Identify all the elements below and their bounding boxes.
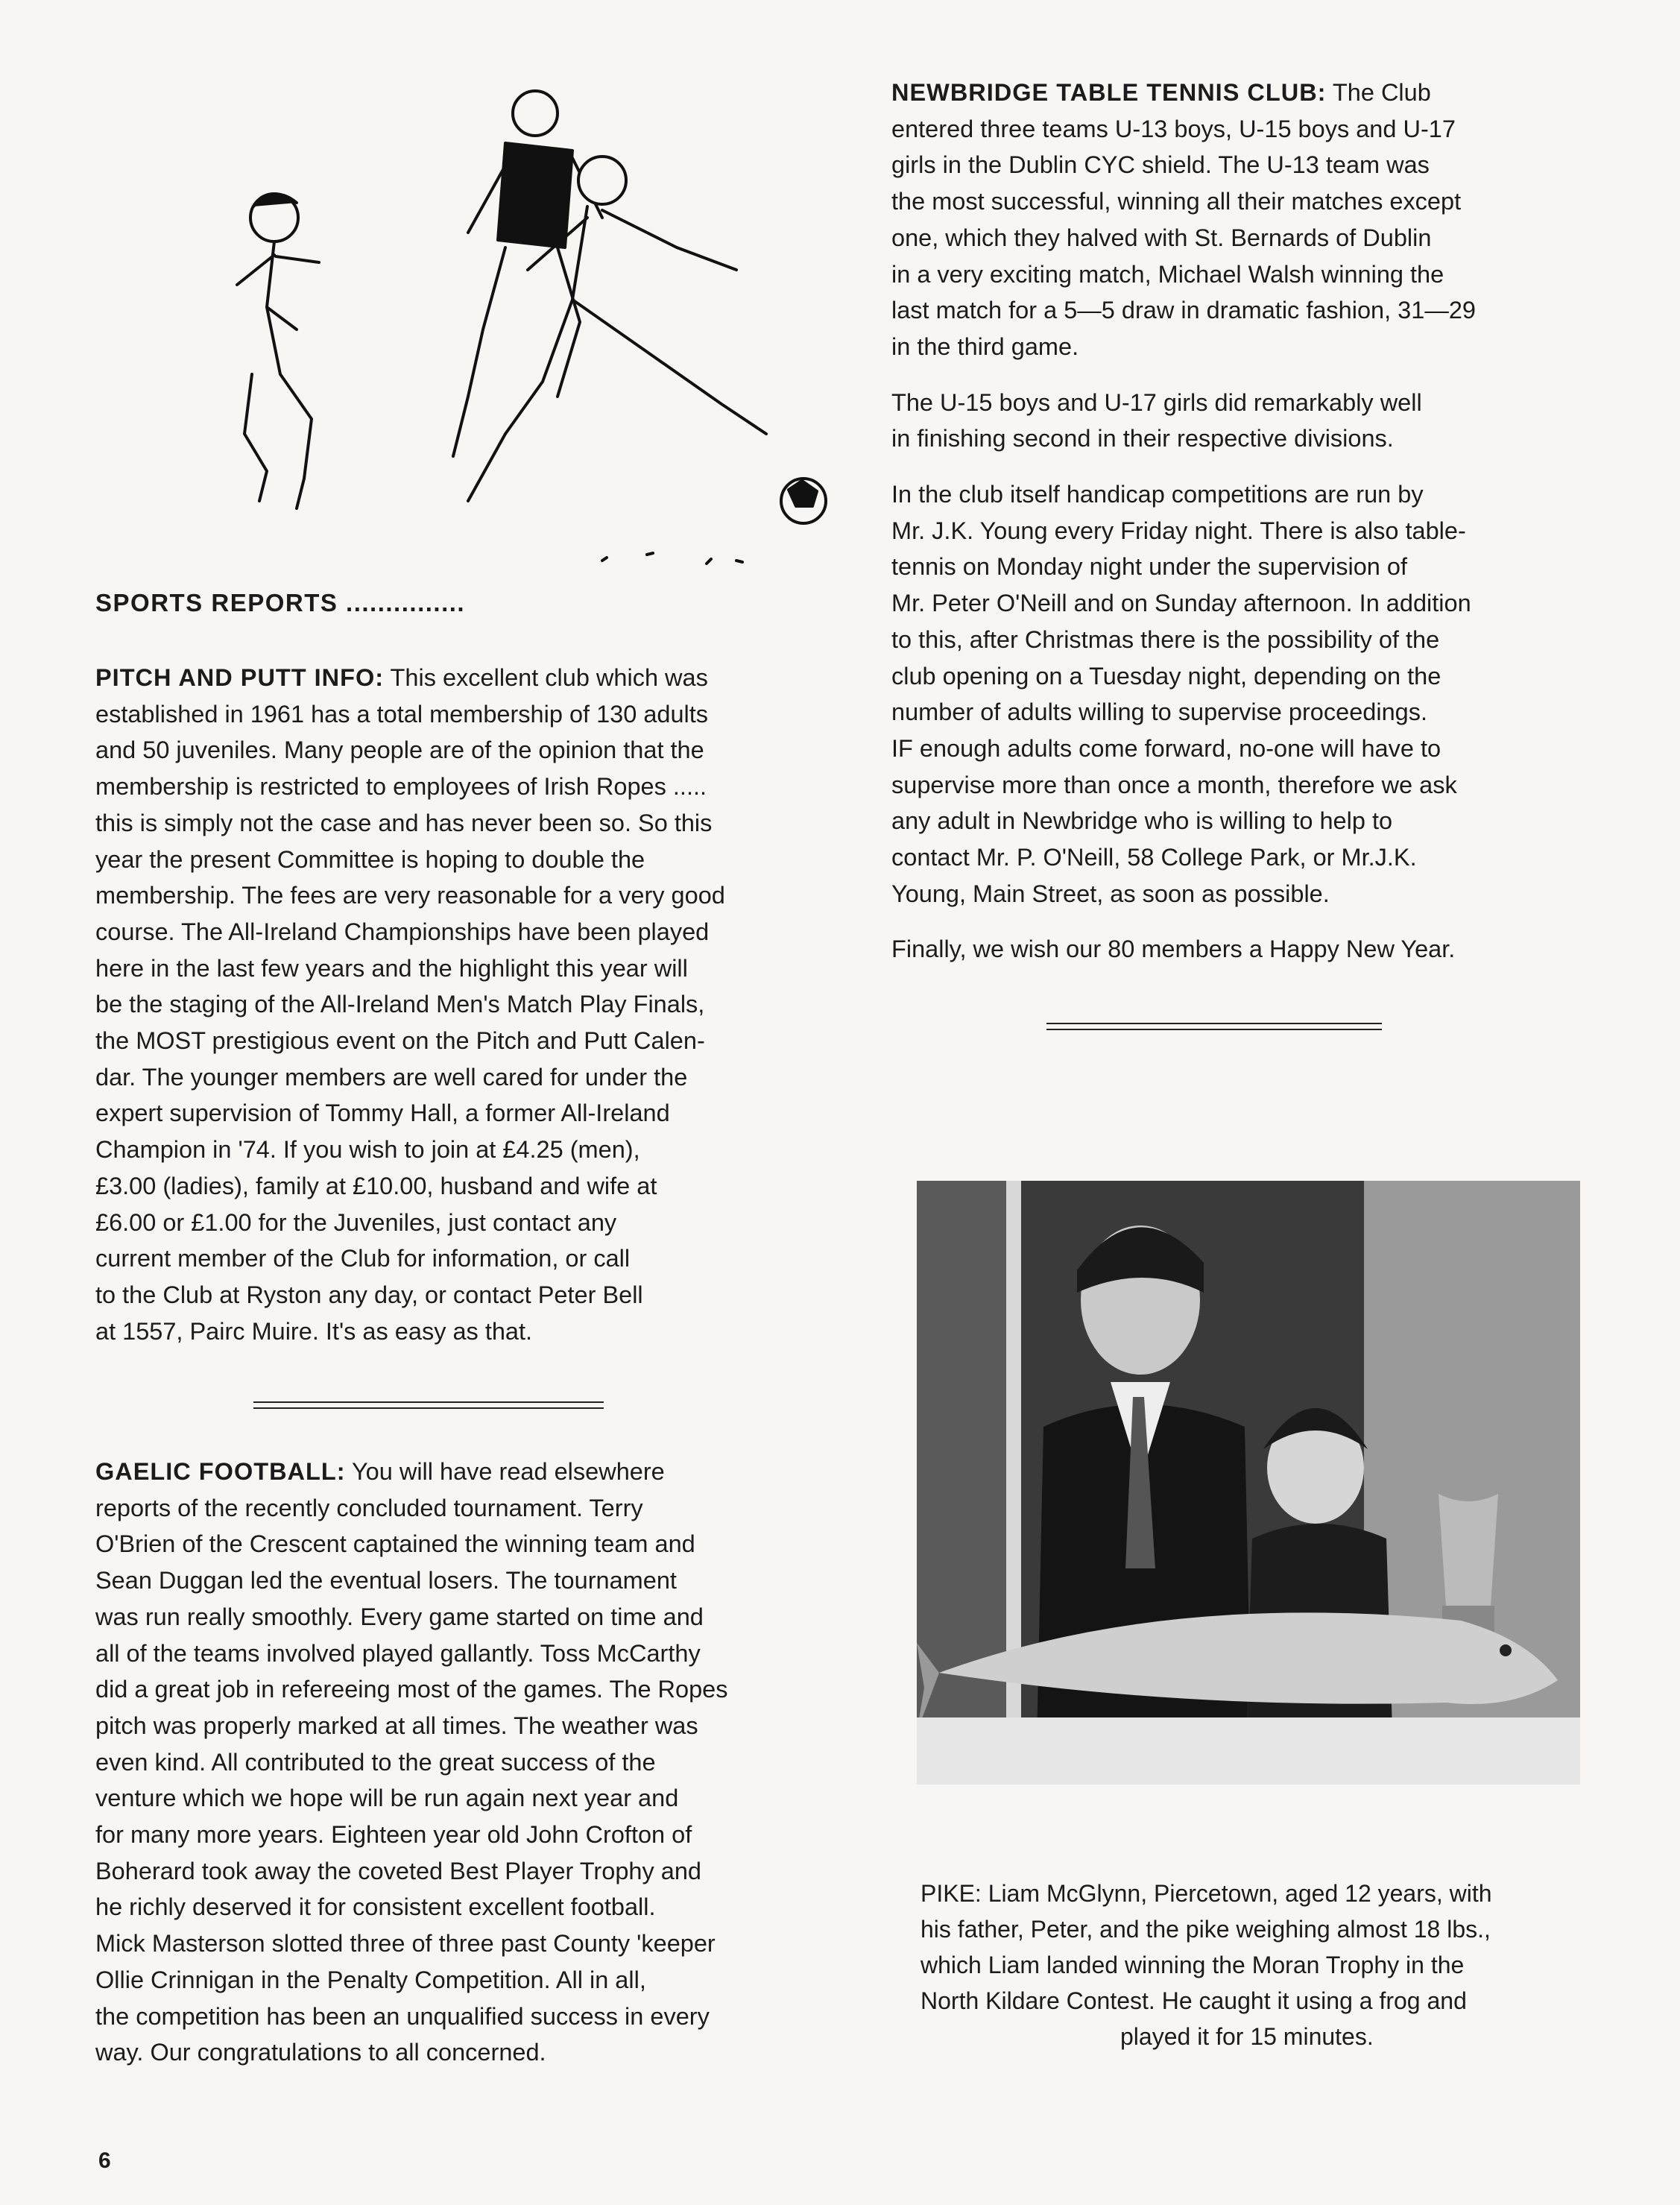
- article-line: The Club: [1326, 79, 1431, 106]
- article-line: Boherard took away the coveted Best Player Trophy and: [95, 1857, 701, 1884]
- article-line: last match for a 5—5 draw in dramatic fashion, 31—29: [891, 297, 1476, 324]
- article-line: Mr. J.K. Young every Friday night. There is also table-: [891, 517, 1466, 544]
- article-line: Mick Masterson slotted three of three past County 'keeper: [95, 1930, 716, 1958]
- article-line: Young, Main Street, as soon as possible.: [891, 880, 1330, 907]
- article-line: expert supervision of Tommy Hall, a former All-Ireland: [95, 1100, 670, 1127]
- article-line: contact Mr. P. O'Neill, 58 College Park, or Mr.J.K.: [891, 844, 1417, 871]
- article-line: club opening on a Tuesday night, depending on the: [891, 662, 1441, 690]
- gaelic-football-article: [95, 1454, 848, 2071]
- caption-line: played it for 15 minutes.: [1120, 2023, 1374, 2050]
- article-line: IF enough adults come forward, no-one will have to: [891, 734, 1441, 762]
- section-divider: [1046, 1023, 1382, 1030]
- caption-line: his father, Peter, and the pike weighing almost 18 lbs.,: [920, 1916, 1491, 1943]
- article-line: entered three teams U-13 boys, U-15 boys and U-17: [891, 115, 1456, 142]
- article-line: Ollie Crinnigan in the Penalty Competition. All in all,: [95, 1966, 646, 1993]
- footballers-illustration: [185, 83, 833, 583]
- article-line: tennis on Monday night under the supervision of: [891, 553, 1407, 581]
- article-line: one, which they halved with St. Bernards of Dublin: [891, 224, 1432, 251]
- article-line: way. Our congratulations to all concerned.: [95, 2039, 546, 2066]
- article-line: membership. The fees are very reasonable for a very good: [95, 882, 725, 909]
- article-line: The U-15 boys and U-17 girls did remarkably well: [891, 388, 1422, 416]
- article-line: You will have read elsewhere: [345, 1458, 665, 1485]
- article-line: in a very exciting match, Michael Walsh winning the: [891, 260, 1444, 288]
- article-line: at 1557, Pairc Muire. It's as easy as that.: [95, 1317, 533, 1345]
- article-line: reports of the recently concluded tournament. Terry: [95, 1494, 643, 1521]
- article-line: dar. The younger members are well cared for under the: [95, 1063, 688, 1091]
- article-line: membership is restricted to employees of Irish Ropes .....: [95, 773, 707, 801]
- article-line: This excellent club which was: [384, 664, 708, 691]
- article-line: in the third game.: [891, 332, 1079, 360]
- page-number: 6: [98, 2148, 111, 2173]
- table-tennis-heading: NEWBRIDGE TABLE TENNIS CLUB:: [891, 79, 1327, 106]
- caption-line: PIKE: Liam McGlynn, Piercetown, aged 12 years, with: [920, 1880, 1492, 1907]
- article-line: was run really smoothly. Every game started on time and: [95, 1603, 704, 1630]
- article-line: In the club itself handicap competitions are run by: [891, 481, 1424, 508]
- article-line: venture which we hope will be run again next year and: [95, 1785, 679, 1812]
- article-line: here in the last few years and the highlight this year will: [95, 954, 688, 982]
- pike-photograph: [917, 1181, 1580, 1785]
- article-line: he richly deserved it for consistent excellent football.: [95, 1893, 656, 1921]
- pitch-and-putt-heading: PITCH AND PUTT INFO:: [95, 664, 385, 691]
- article-line: Sean Duggan led the eventual losers. The tournament: [95, 1567, 677, 1594]
- article-line: any adult in Newbridge who is willing to help to: [891, 807, 1393, 835]
- article-line: course. The All-Ireland Championships have been played: [95, 918, 710, 945]
- article-line: £3.00 (ladies), family at £10.00, husband and wife at: [95, 1172, 657, 1199]
- article-line: year the present Committee is hoping to double the: [95, 845, 645, 873]
- table-tennis-article: [891, 75, 1600, 968]
- article-line: £6.00 or £1.00 for the Juveniles, just contact any: [95, 1208, 617, 1236]
- article-line: to the Club at Ryston any day, or contact Peter Bell: [95, 1281, 643, 1308]
- article-line: the MOST prestigious event on the Pitch and Putt Calen-: [95, 1027, 705, 1055]
- article-line: the most successful, winning all their matches except: [891, 188, 1462, 215]
- article-line: O'Brien of the Crescent captained the winning team and: [95, 1530, 695, 1558]
- pitch-and-putt-article: [95, 660, 848, 1349]
- article-line: and 50 juveniles. Many people are of the opinion that the: [95, 736, 704, 764]
- article-line: established in 1961 has a total membership of 130 adults: [95, 700, 709, 728]
- article-line: Mr. Peter O'Neill and on Sunday afternoon. In addition: [891, 590, 1471, 617]
- article-line: this is simply not the case and has never been so. So this: [95, 809, 713, 836]
- article-line: in finishing second in their respective divisions.: [891, 425, 1394, 452]
- article-line: to this, after Christmas there is the possibility of the: [891, 625, 1440, 653]
- article-line: the competition has been an unqualified success in every: [95, 2002, 710, 2030]
- article-line: number of adults willing to supervise proceedings.: [891, 698, 1427, 726]
- section-divider: [253, 1401, 604, 1409]
- caption-line: North Kildare Contest. He caught it using a frog and: [920, 1987, 1467, 2014]
- article-line: pitch was properly marked at all times. The weather was: [95, 1712, 698, 1739]
- article-line: supervise more than once a month, therefore we ask: [891, 771, 1457, 798]
- caption-line: which Liam landed winning the Moran Trophy in the: [920, 1952, 1465, 1978]
- article-line: Finally, we wish our 80 members a Happy New Year.: [891, 936, 1456, 963]
- photo-caption: [920, 1876, 1606, 2054]
- article-line: even kind. All contributed to the great success of the: [95, 1748, 656, 1776]
- sports-reports-heading: SPORTS REPORTS ...............: [95, 589, 466, 616]
- article-line: for many more years. Eighteen year old John Crofton of: [95, 1821, 692, 1849]
- article-line: girls in the Dublin CYC shield. The U-13 team was: [891, 151, 1430, 179]
- article-line: all of the teams involved played gallantly. Toss McCarthy: [95, 1639, 701, 1667]
- gaelic-football-heading: GAELIC FOOTBALL:: [95, 1458, 346, 1485]
- article-line: did a great job in refereeing most of the games. The Ropes: [95, 1676, 728, 1703]
- article-line: be the staging of the All-Ireland Men's Match Play Finals,: [95, 991, 705, 1018]
- article-line: current member of the Club for information, or call: [95, 1245, 631, 1272]
- article-line: Champion in '74. If you wish to join at £4.25 (men),: [95, 1136, 640, 1164]
